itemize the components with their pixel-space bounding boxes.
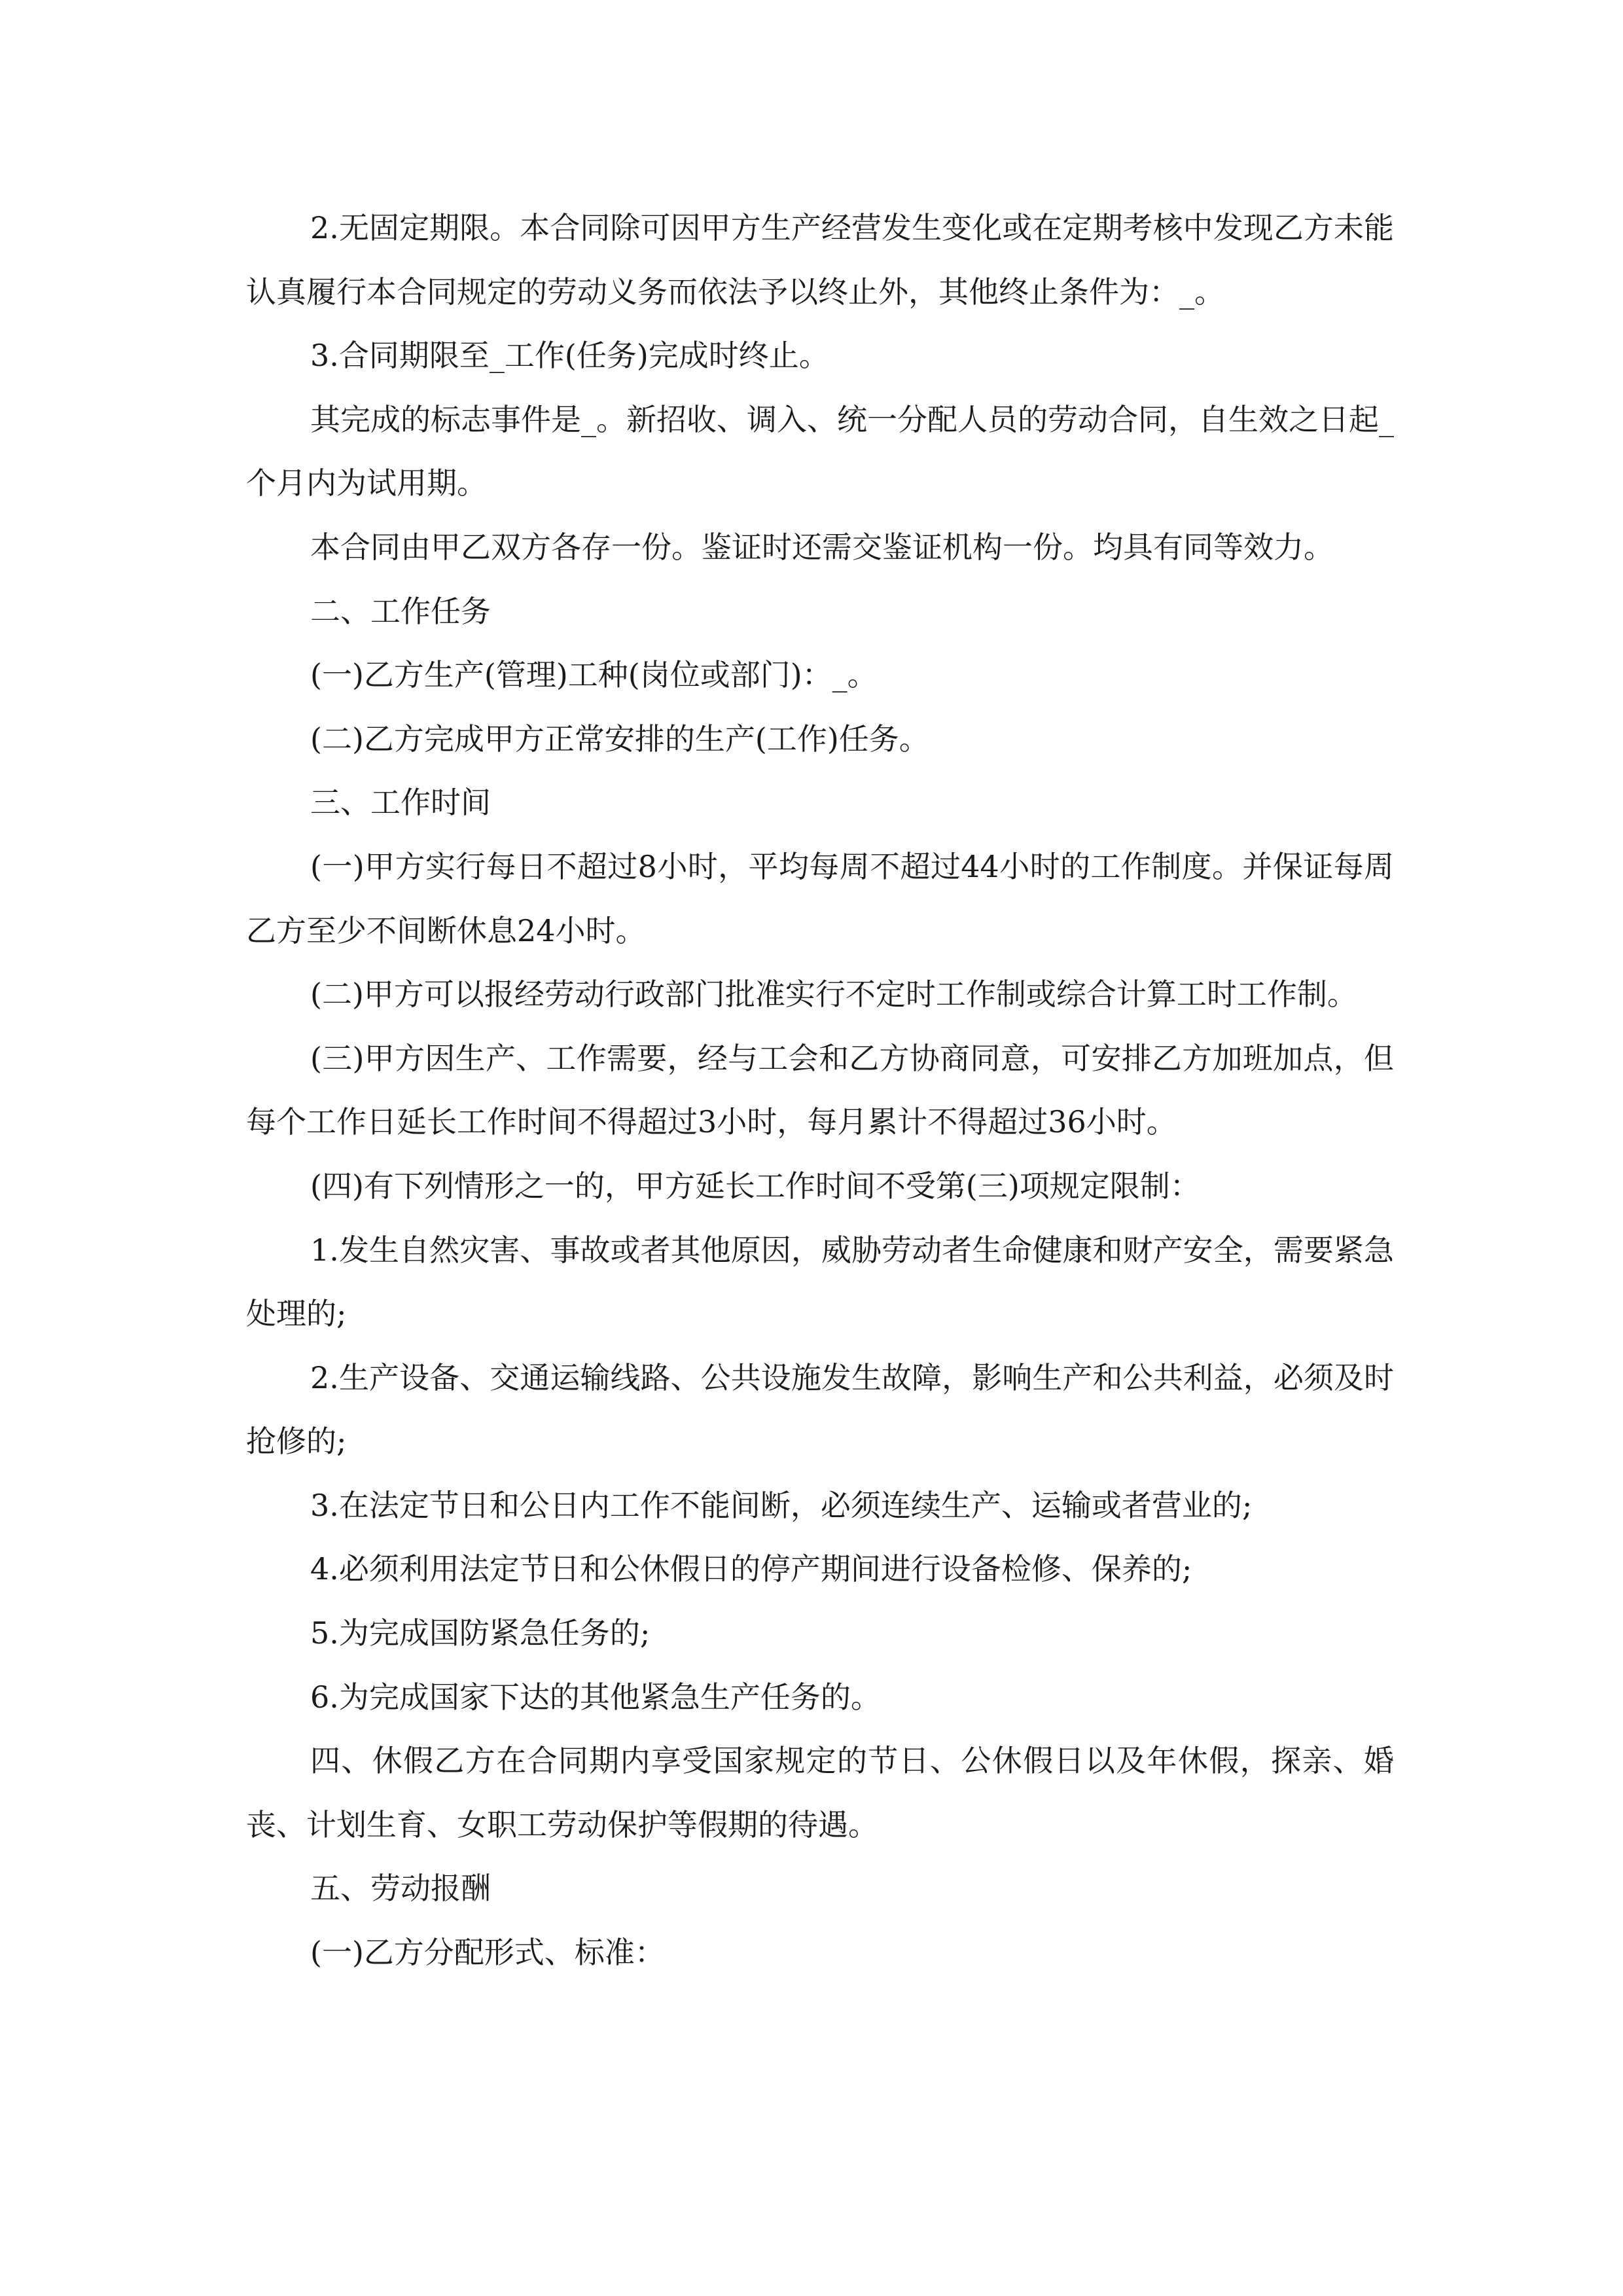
list-item-exception-4: 4.必须利用法定节日和公休假日的停产期间进行设备检修、保养的; xyxy=(310,1551,1192,1587)
paragraph-indefinite-term: 2.无固定期限。本合同除可因甲方生产经营发生变化或在定期考核中发现乙方未能认真履行本合同规定的劳动义务而依法予以终止外，其他终止条件为：_。 xyxy=(246,210,1394,310)
list-item-exception-5: 5.为完成国防紧急任务的; xyxy=(310,1615,651,1651)
paragraph-task-term: 3.合同期限至_工作(任务)完成时终止。 xyxy=(310,338,829,374)
section-heading-working-hours: 三、工作时间 xyxy=(310,785,491,821)
paragraph-pay-form: (一)乙方分配形式、标准： xyxy=(310,1935,665,1971)
paragraph-exceptions-intro: (四)有下列情形之一的，甲方延长工作时间不受第(三)项规定限制： xyxy=(310,1168,1200,1204)
paragraph-flexible-hours: (二)甲方可以报经劳动行政部门批准实行不定时工作制或综合计算工时工作制。 xyxy=(310,977,1357,1013)
section-heading-remuneration: 五、劳动报酬 xyxy=(310,1871,491,1907)
paragraph-overtime: (三)甲方因生产、工作需要，经与工会和乙方协商同意，可安排乙方加班加点，但每个工作日延长工作时间不得超过3小时，每月累计不得超过36小时。 xyxy=(246,1040,1394,1140)
contract-body xyxy=(246,196,1394,1985)
list-item-exception-6: 6.为完成国家下达的其他紧急生产任务的。 xyxy=(310,1679,881,1715)
list-item-exception-3: 3.在法定节日和公日内工作不能间断，必须连续生产、运输或者营业的; xyxy=(310,1487,1253,1523)
paragraph-leave: 四、休假乙方在合同期内享受国家规定的节日、公休假日以及年休假，探亲、婚丧、计划生育、女职工劳动保护等假期的待遇。 xyxy=(246,1743,1394,1842)
section-heading-work-tasks: 二、工作任务 xyxy=(310,593,491,629)
paragraph-job-type: (一)乙方生产(管理)工种(岗位或部门)：_。 xyxy=(310,657,878,693)
list-item-exception-2: 2.生产设备、交通运输线路、公共设施发生故障，影响生产和公共利益，必须及时抢修的; xyxy=(246,1359,1394,1460)
paragraph-daily-hours: (一)甲方实行每日不超过8小时，平均每周不超过44小时的工作制度。并保证每周乙方至少不间断休息24小时。 xyxy=(246,848,1394,948)
paragraph-probation: 其完成的标志事件是_。新招收、调入、统一分配人员的劳动合同，自生效之日起_个月内为试用期。 xyxy=(246,401,1394,501)
paragraph-complete-tasks: (二)乙方完成甲方正常安排的生产(工作)任务。 xyxy=(310,721,929,757)
paragraph-copies: 本合同由甲乙双方各存一份。鉴证时还需交鉴证机构一份。均具有同等效力。 xyxy=(310,529,1334,565)
list-item-exception-1: 1.发生自然灾害、事故或者其他原因，威胁劳动者生命健康和财产安全，需要紧急处理的; xyxy=(246,1232,1394,1332)
